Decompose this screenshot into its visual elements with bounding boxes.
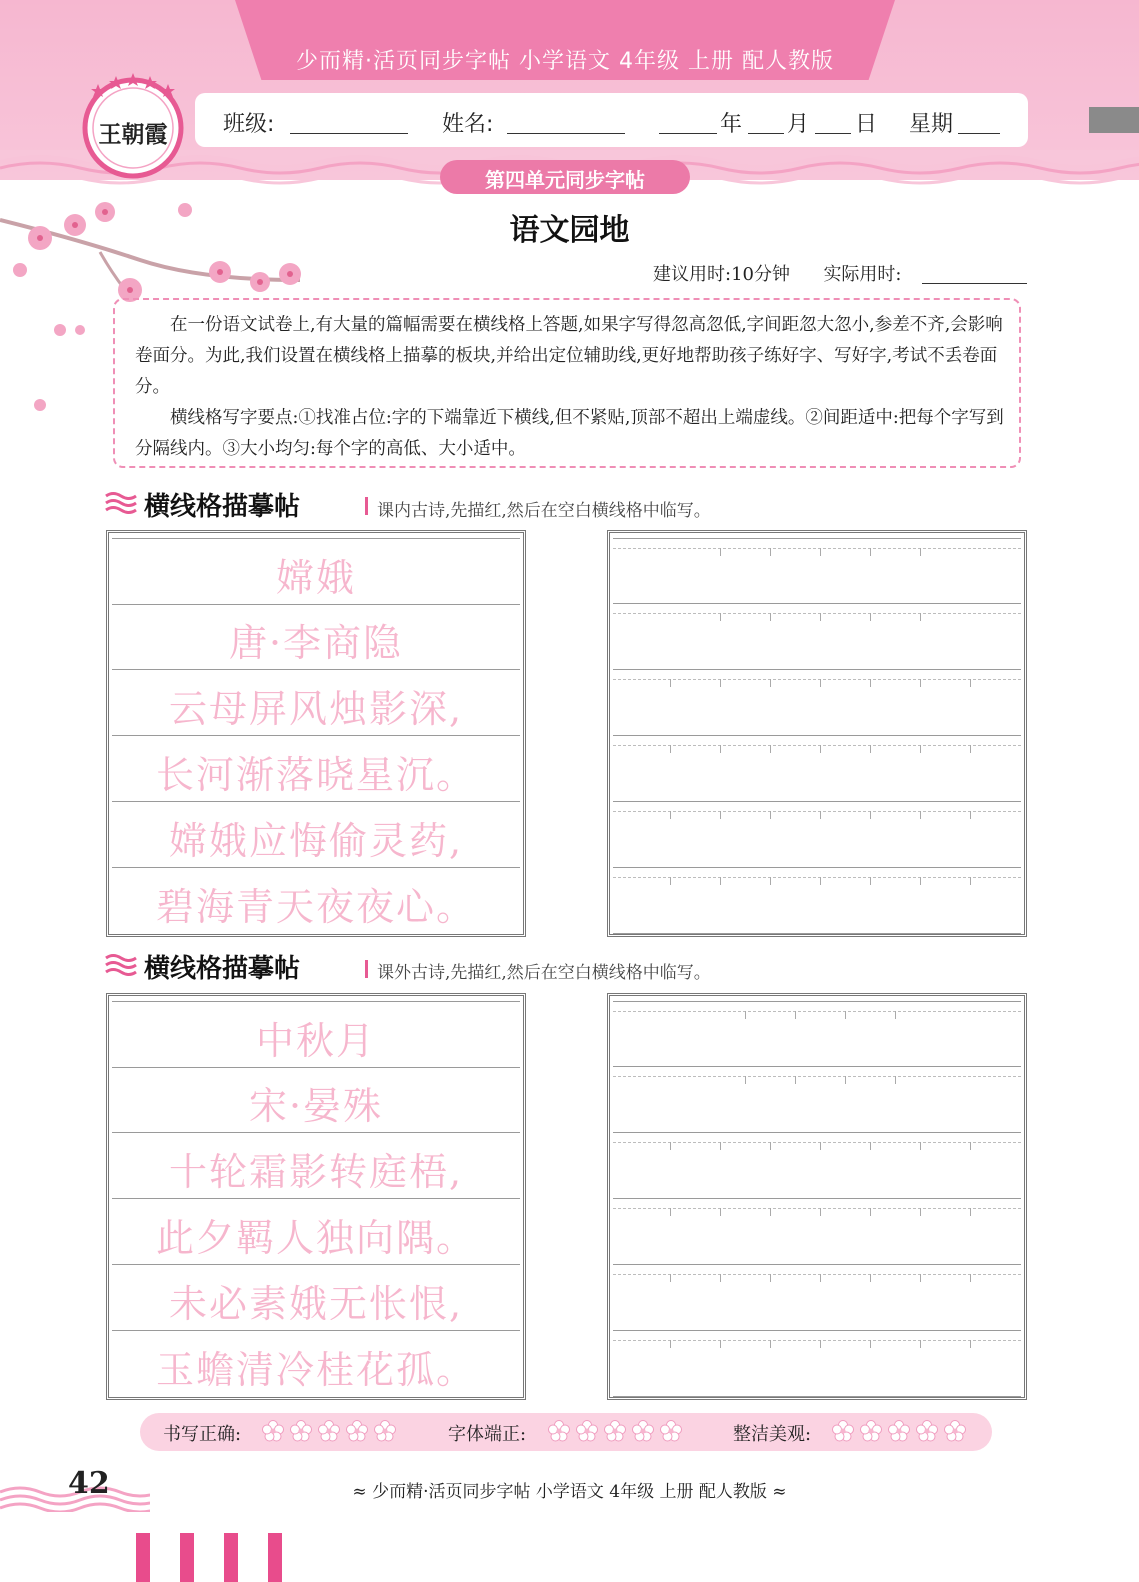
trace-row[interactable]: [112, 1199, 520, 1265]
actual-time-label: 实际用时:: [823, 264, 902, 285]
trace-row[interactable]: [112, 1067, 520, 1133]
month-label: 月: [787, 112, 810, 137]
section1-note: 课内古诗,先描红,然后在空白横线格中临写。: [377, 501, 711, 521]
day-field[interactable]: [815, 133, 851, 134]
flower-rating-icon[interactable]: [318, 1420, 340, 1442]
actual-time-field[interactable]: [922, 283, 1027, 284]
flower-rating-icon[interactable]: [548, 1420, 570, 1442]
trace-row[interactable]: [112, 1265, 520, 1331]
trace-text: 十轮霜影转庭梧,: [168, 1150, 464, 1194]
footer-text: ≈ 少而精·活页同步字帖 小学语文 4年级 上册 配人教版 ≈: [352, 1482, 787, 1502]
footer-bar: [180, 1533, 194, 1582]
footer-bar: [136, 1533, 150, 1582]
section2-divider: [365, 960, 368, 978]
trace-text: 嫦娥应悔偷灵药,: [168, 819, 464, 863]
section1-title: 横线格描摹帖: [144, 492, 301, 522]
section2-practice-box[interactable]: [607, 993, 1027, 1400]
rating-label-upright: 字体端正:: [448, 1424, 527, 1445]
rating-label-correct: 书写正确:: [163, 1424, 242, 1445]
trace-row[interactable]: [112, 1331, 520, 1396]
instructions-paragraph-2: 横线格写字要点:①找准占位:字的下端靠近下横线,但不紧贴,顶部不超出上端虚线。②间距适中:把每个字写到分隔线内。③大小均匀:每个字的高低、大小适中。: [135, 408, 1004, 459]
section1-practice-box[interactable]: [607, 530, 1027, 937]
suggested-time: 建议用时:10分钟: [653, 264, 790, 285]
instructions-paragraph-1: 在一份语文试卷上,有大量的篇幅需要在横线格上答题,如果字写得忽高忽低,字间距忽大忽小,参差不齐,会影响卷面分。为此,我们设置在横线格上描摹的板块,并给出定位辅助线,更好地帮助孩子练好字、写好字,考试不丢卷面分。: [135, 315, 1003, 397]
trace-row[interactable]: [112, 1001, 520, 1068]
section2-trace-box: [106, 993, 526, 1400]
flower-rating-icon[interactable]: [888, 1420, 910, 1442]
flower-rating-icon[interactable]: [290, 1420, 312, 1442]
flower-rating-icon[interactable]: [262, 1420, 284, 1442]
rating-label-neat: 整洁美观:: [733, 1424, 812, 1445]
trace-row[interactable]: [112, 1133, 520, 1199]
flower-rating-icon[interactable]: [632, 1420, 654, 1442]
trace-row[interactable]: [112, 604, 520, 670]
instructions-box: [113, 298, 1021, 468]
trace-row[interactable]: [112, 538, 520, 605]
flower-rating-icon[interactable]: [916, 1420, 938, 1442]
day-label: 日: [855, 112, 878, 137]
trace-row[interactable]: [112, 670, 520, 736]
time-row: [653, 260, 902, 286]
wave-icon: [105, 953, 137, 977]
trace-row[interactable]: [112, 802, 520, 868]
name-label: 姓名:: [442, 112, 494, 137]
page-number: 42: [68, 1466, 110, 1501]
section1-divider: [365, 497, 368, 515]
wave-icon: [105, 491, 137, 515]
section1-trace-box: [106, 530, 526, 937]
trace-text: 长河渐落晓星沉。: [155, 753, 476, 797]
footer-bar: [268, 1533, 282, 1582]
flower-rating-icon[interactable]: [576, 1420, 598, 1442]
trace-text: 玉蟾清冷桂花孤。: [155, 1348, 476, 1392]
trace-text: 未必素娥无怅恨,: [168, 1282, 464, 1326]
trace-row[interactable]: [112, 736, 520, 802]
flower-rating-icon[interactable]: [860, 1420, 882, 1442]
weekday-field[interactable]: [958, 133, 1000, 134]
section2-title: 横线格描摹帖: [144, 954, 301, 984]
class-label: 班级:: [223, 112, 275, 137]
weekday-label: 星期: [909, 112, 954, 137]
side-tab: [1089, 107, 1139, 133]
trace-row[interactable]: [112, 868, 520, 933]
footer-bar: [224, 1533, 238, 1582]
flower-rating-icon[interactable]: [944, 1420, 966, 1442]
student-info-box: [195, 93, 1028, 147]
logo-text: 王朝霞: [98, 121, 168, 148]
year-field[interactable]: [659, 133, 717, 134]
trace-text: 宋·晏殊: [248, 1084, 384, 1128]
page-title: 语文园地: [509, 213, 630, 248]
trace-text: 唐·李商隐: [228, 621, 404, 665]
unit-title: 第四单元同步字帖: [485, 168, 645, 192]
flower-rating-icon[interactable]: [346, 1420, 368, 1442]
flower-rating-icon[interactable]: [660, 1420, 682, 1442]
name-field[interactable]: [507, 133, 625, 134]
trace-text: 此夕羁人独向隅。: [155, 1216, 476, 1260]
class-field[interactable]: [290, 133, 408, 134]
trace-text: 云母屏风烛影深,: [168, 687, 464, 731]
flower-rating-icon[interactable]: [374, 1420, 396, 1442]
trace-text: 嫦娥: [275, 556, 356, 600]
section2-note: 课外古诗,先描红,然后在空白横线格中临写。: [377, 963, 711, 983]
flower-rating-icon[interactable]: [604, 1420, 626, 1442]
trace-text: 碧海青天夜夜心。: [155, 885, 476, 929]
flower-rating-icon[interactable]: [832, 1420, 854, 1442]
series-title: 少而精·活页同步字帖 小学语文 4年级 上册 配人教版: [296, 49, 834, 74]
year-label: 年: [720, 112, 743, 137]
month-field[interactable]: [748, 133, 784, 134]
trace-text: 中秋月: [255, 1019, 376, 1063]
